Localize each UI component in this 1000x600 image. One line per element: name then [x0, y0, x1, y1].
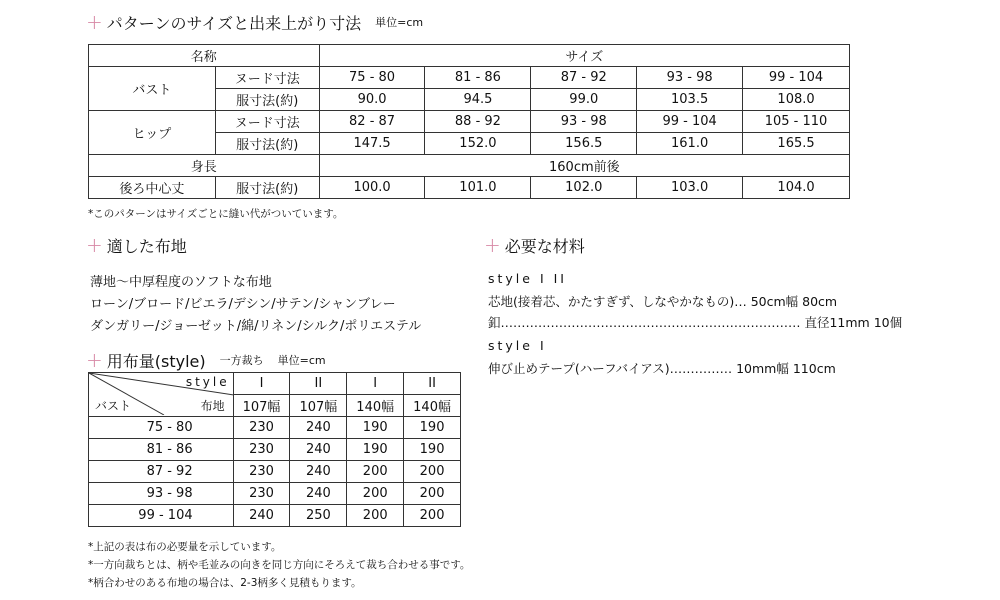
table-cell: 99 - 104	[637, 111, 743, 133]
table-row	[89, 461, 461, 483]
size-cell: 99 - 104	[89, 505, 234, 527]
table-row	[89, 373, 461, 395]
height-value: 160cm前後	[319, 155, 849, 177]
size-unit: 単位=cm	[375, 16, 424, 29]
corner-style: style	[185, 375, 230, 389]
table-cell: 103.5	[637, 89, 743, 111]
table-cell: 87 - 92	[531, 67, 637, 89]
materials-item: 芯地(接着芯、かたすぎず、しなやかなもの)… 50cm幅 80cm	[488, 294, 838, 309]
plus-icon: +	[86, 10, 103, 34]
materials-item: 伸び止めテープ(ハーフバイアス)…………… 10mm幅 110cm	[488, 361, 836, 376]
size-section-title: パターンのサイズと出来上がり寸法	[106, 13, 362, 33]
back-length-label: 後ろ中心丈	[89, 177, 216, 199]
size-cell: 87 - 92	[89, 461, 234, 483]
table-cell: 108.0	[743, 89, 850, 111]
table-cell: 81 - 86	[425, 67, 531, 89]
width-header: 140幅	[347, 395, 404, 417]
yardage-note: *上記の表は布の必要量を示しています。	[88, 541, 282, 553]
table-cell: 200	[404, 461, 461, 483]
table-cell: 93 - 98	[637, 67, 743, 89]
table-cell: 165.5	[743, 133, 850, 155]
hip-label: ヒップ	[89, 111, 216, 155]
yardage-unit: 単位=cm	[277, 354, 326, 367]
table-row	[89, 483, 461, 505]
yardage-note: *一方向裁ちとは、柄や毛並みの向きを同じ方向にそろえて裁ち合わせる事です。	[88, 559, 471, 571]
materials-style-a: style I II	[488, 271, 567, 286]
table-row	[89, 439, 461, 461]
table-cell: 156.5	[531, 133, 637, 155]
table-cell: 105 - 110	[743, 111, 850, 133]
table-cell: 230	[233, 439, 290, 461]
size-note: *このパターンはサイズごとに縫い代がついています。	[88, 208, 344, 220]
table-row	[89, 45, 850, 67]
height-label: 身長	[89, 155, 320, 177]
table-cell: 200	[347, 483, 404, 505]
table-cell: 200	[347, 505, 404, 527]
table-row	[89, 417, 461, 439]
yardage-note: *柄合わせのある布地の場合は、2-3柄多く見積もります。	[88, 577, 362, 589]
table-cell: 240	[290, 483, 347, 505]
table-cell: 103.0	[637, 177, 743, 199]
yardage-section-header	[86, 348, 326, 372]
table-row	[89, 177, 850, 199]
width-header: 107幅	[290, 395, 347, 417]
materials-section-title: 必要な材料	[504, 236, 585, 256]
table-cell: 230	[233, 461, 290, 483]
corner-bust: バスト	[95, 399, 132, 413]
row-type: 服寸法(約)	[215, 177, 319, 199]
table-cell: 200	[404, 483, 461, 505]
table-cell: 230	[233, 483, 290, 505]
table-cell: 240	[233, 505, 290, 527]
table-cell: 90.0	[319, 89, 425, 111]
style-header: I	[233, 373, 290, 395]
table-cell: 200	[404, 505, 461, 527]
fabric-line: 薄地〜中厚程度のソフトな布地	[90, 275, 272, 290]
table-cell: 99.0	[531, 89, 637, 111]
size-cell: 81 - 86	[89, 439, 234, 461]
table-row	[89, 67, 850, 89]
table-cell: 240	[290, 439, 347, 461]
materials-item: 釦……………………………………………………………… 直径11mm 10個	[488, 315, 903, 330]
table-cell: 230	[233, 417, 290, 439]
style-header: I	[347, 373, 404, 395]
table-cell: 190	[404, 439, 461, 461]
yardage-table	[88, 372, 461, 527]
table-cell: 101.0	[425, 177, 531, 199]
table-cell: 75 - 80	[319, 67, 425, 89]
fabric-section-title: 適した布地	[106, 236, 187, 256]
yardage-section-title: 用布量(style)	[106, 351, 206, 371]
yardage-cut: 一方裁ち	[219, 354, 264, 367]
table-cell: 100.0	[319, 177, 425, 199]
size-cell: 93 - 98	[89, 483, 234, 505]
bust-label: バスト	[89, 67, 216, 111]
table-cell: 190	[347, 417, 404, 439]
fabric-section-header	[86, 233, 187, 257]
table-cell: 161.0	[637, 133, 743, 155]
table-cell: 147.5	[319, 133, 425, 155]
header-name: 名称	[89, 45, 320, 67]
table-cell: 152.0	[425, 133, 531, 155]
table-row	[89, 505, 461, 527]
row-type: 服寸法(約)	[215, 89, 319, 111]
table-cell: 240	[290, 461, 347, 483]
size-cell: 75 - 80	[89, 417, 234, 439]
corner-cell	[89, 373, 234, 417]
plus-icon: +	[86, 233, 103, 257]
table-row	[89, 111, 850, 133]
materials-style-b: style I	[488, 338, 547, 353]
fabric-line: ローン/ブロード/ビエラ/デシン/サテン/シャンブレー	[90, 297, 396, 312]
corner-fabric: 布地	[200, 399, 225, 413]
row-type: ヌード寸法	[215, 111, 319, 133]
style-header: II	[404, 373, 461, 395]
plus-icon: +	[484, 233, 501, 257]
table-cell: 250	[290, 505, 347, 527]
table-cell: 104.0	[743, 177, 850, 199]
plus-icon: +	[86, 348, 103, 372]
table-cell: 99 - 104	[743, 67, 850, 89]
row-type: ヌード寸法	[215, 67, 319, 89]
style-header: II	[290, 373, 347, 395]
table-cell: 82 - 87	[319, 111, 425, 133]
size-table	[88, 44, 850, 199]
size-section-header	[86, 10, 423, 34]
table-cell: 190	[347, 439, 404, 461]
width-header: 140幅	[404, 395, 461, 417]
header-size: サイズ	[319, 45, 849, 67]
table-cell: 240	[290, 417, 347, 439]
materials-section-header	[484, 233, 585, 257]
table-cell: 88 - 92	[425, 111, 531, 133]
table-cell: 93 - 98	[531, 111, 637, 133]
table-cell: 94.5	[425, 89, 531, 111]
table-cell: 190	[404, 417, 461, 439]
row-type: 服寸法(約)	[215, 133, 319, 155]
width-header: 107幅	[233, 395, 290, 417]
table-cell: 200	[347, 461, 404, 483]
table-row	[89, 155, 850, 177]
table-cell: 102.0	[531, 177, 637, 199]
fabric-line: ダンガリー/ジョーゼット/綿/リネン/シルク/ポリエステル	[90, 319, 422, 334]
